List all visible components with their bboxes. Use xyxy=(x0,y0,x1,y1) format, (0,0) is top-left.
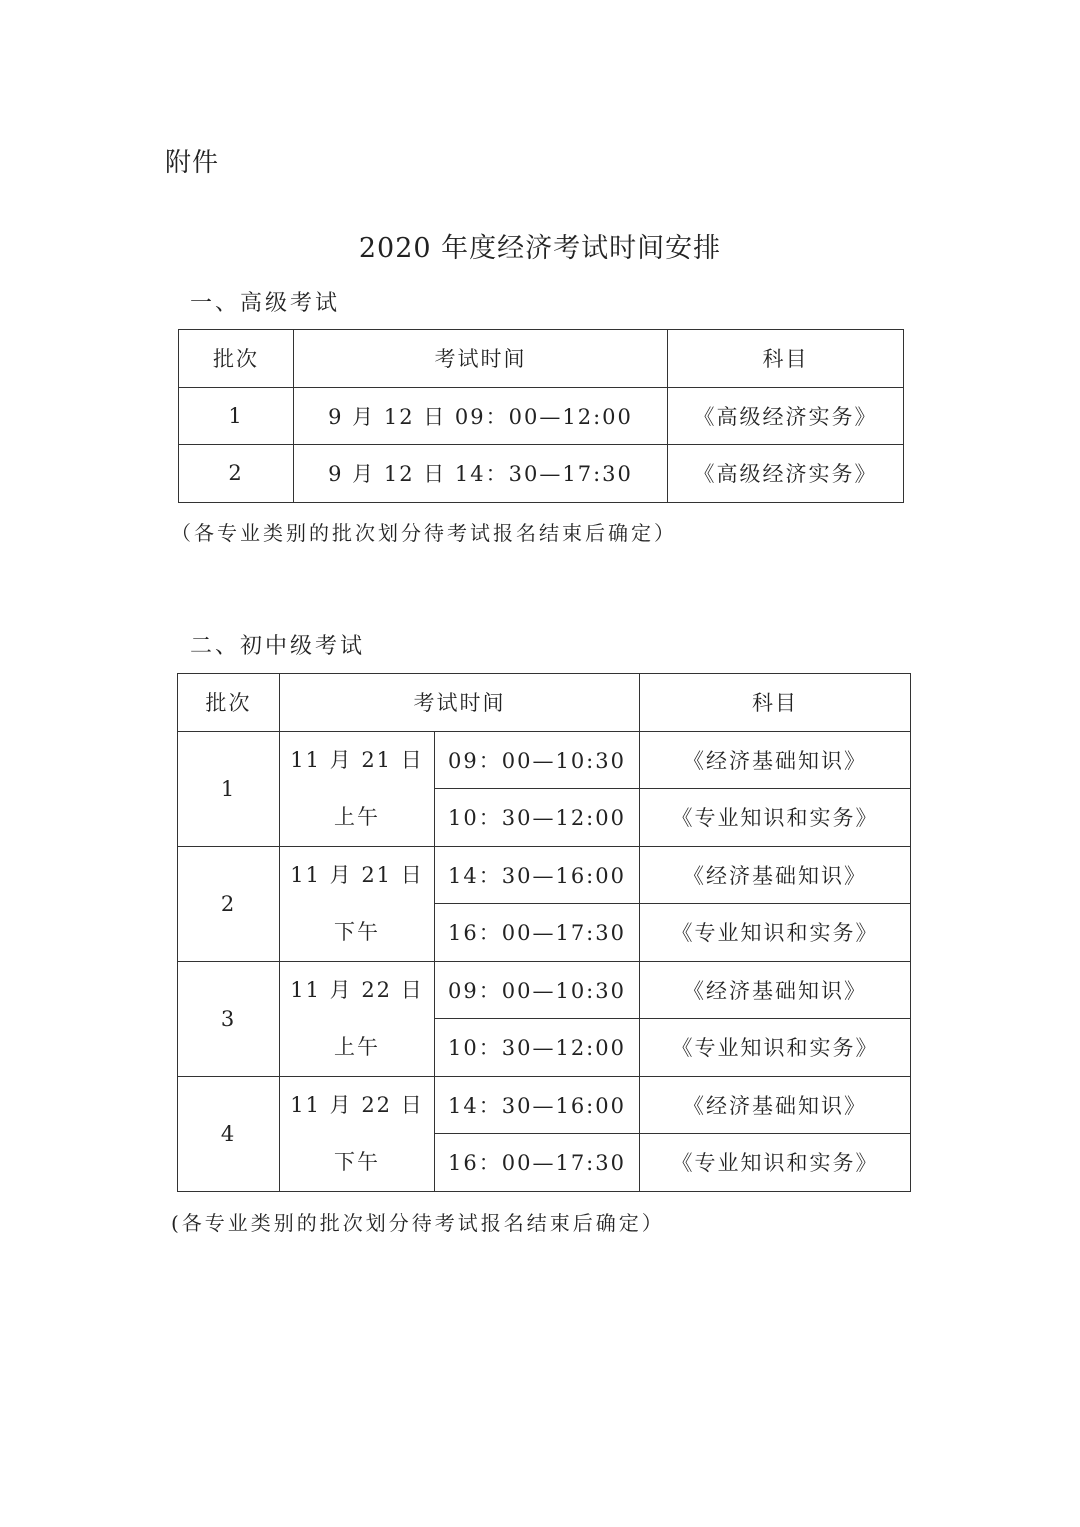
senior-exam-heading: 一、高级考试 xyxy=(190,291,341,316)
date-text: 11 月 21 日 xyxy=(290,747,424,772)
time-cell: 14：30—16:00 xyxy=(435,846,640,904)
batch-cell: 4 xyxy=(178,1076,280,1191)
period-text: 上午 xyxy=(334,1034,380,1059)
junior-exam-heading: 二、初中级考试 xyxy=(190,634,366,659)
table-row xyxy=(179,445,904,503)
batch-cell: 2 xyxy=(179,445,294,503)
batch-cell: 1 xyxy=(178,731,280,846)
time-cell: 09：00—10:30 xyxy=(435,731,640,789)
subject-cell: 《经济基础知识》 xyxy=(640,846,911,904)
time-cell: 09：00—10:30 xyxy=(435,961,640,1019)
subject-cell: 《专业知识和实务》 xyxy=(640,1134,911,1192)
subject-cell: 《经济基础知识》 xyxy=(640,1076,911,1134)
header-exam-time: 考试时间 xyxy=(294,330,668,388)
table-row xyxy=(178,961,911,1019)
page-title: 2020 年度经济考试时间安排 xyxy=(358,233,722,264)
junior-exam-table xyxy=(177,673,911,1192)
date-cell xyxy=(280,846,435,961)
date-text: 11 月 21 日 xyxy=(290,862,424,887)
time-cell: 9 月 12 日 09：00—12:00 xyxy=(294,387,668,445)
header-batch: 批次 xyxy=(179,330,294,388)
subject-cell: 《经济基础知识》 xyxy=(640,961,911,1019)
header-exam-time: 考试时间 xyxy=(280,674,640,732)
date-cell xyxy=(280,961,435,1076)
table-row xyxy=(179,387,904,445)
period-text: 下午 xyxy=(334,919,380,944)
header-subject: 科目 xyxy=(668,330,904,388)
table-header-row xyxy=(179,330,904,388)
batch-cell: 2 xyxy=(178,846,280,961)
senior-exam-table xyxy=(178,329,904,503)
date-text: 11 月 22 日 xyxy=(290,977,424,1002)
time-cell: 10：30—12:00 xyxy=(435,1019,640,1077)
header-batch: 批次 xyxy=(178,674,280,732)
senior-exam-note: （各专业类别的批次划分待考试报名结束后确定） xyxy=(171,521,677,545)
date-text: 11 月 22 日 xyxy=(290,1092,424,1117)
table-row xyxy=(178,846,911,904)
time-cell: 16：00—17:30 xyxy=(435,904,640,962)
table-row xyxy=(178,1076,911,1134)
header-subject: 科目 xyxy=(640,674,911,732)
subject-cell: 《高级经济实务》 xyxy=(668,387,904,445)
date-cell xyxy=(280,731,435,846)
attachment-label: 附件 xyxy=(165,148,220,178)
subject-cell: 《专业知识和实务》 xyxy=(640,789,911,847)
subject-cell: 《专业知识和实务》 xyxy=(640,1019,911,1077)
subject-cell: 《专业知识和实务》 xyxy=(640,904,911,962)
batch-cell: 1 xyxy=(179,387,294,445)
table-row xyxy=(178,731,911,789)
time-cell: 16：00—17:30 xyxy=(435,1134,640,1192)
period-text: 下午 xyxy=(334,1149,380,1174)
time-cell: 10：30—12:00 xyxy=(435,789,640,847)
batch-cell: 3 xyxy=(178,961,280,1076)
period-text: 上午 xyxy=(334,804,380,829)
subject-cell: 《高级经济实务》 xyxy=(668,445,904,503)
time-cell: 14：30—16:00 xyxy=(435,1076,640,1134)
table-header-row xyxy=(178,674,911,732)
time-cell: 9 月 12 日 14：30—17:30 xyxy=(294,445,668,503)
date-cell xyxy=(280,1076,435,1191)
junior-exam-note: (各专业类别的批次划分待考试报名结束后确定） xyxy=(171,1211,665,1235)
subject-cell: 《经济基础知识》 xyxy=(640,731,911,789)
